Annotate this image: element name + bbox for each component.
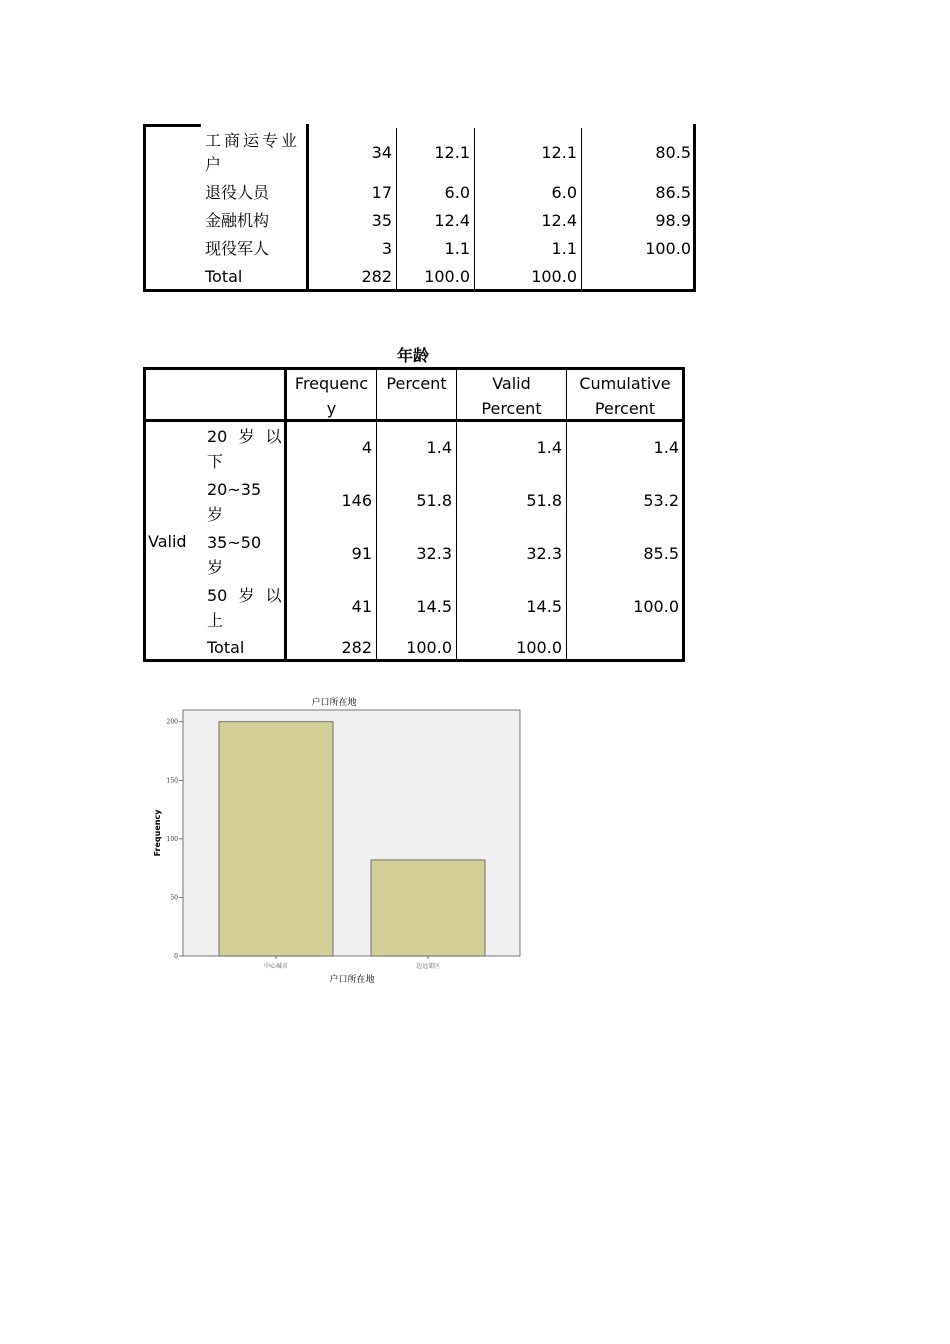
- x-axis-label: 户口所在地: [329, 975, 375, 985]
- table1-right-border: [693, 124, 696, 292]
- cumulative-percent-cell: 86.5: [655, 183, 691, 202]
- valid-percent-cell: 1.4: [536, 438, 562, 457]
- row-label: 50 岁 以: [207, 586, 282, 605]
- x-tick-label: 边远郊区: [415, 963, 441, 970]
- row-label: 工商运专业: [205, 131, 301, 150]
- cumulative-percent-cell: 85.5: [643, 544, 679, 563]
- table2-top-border: [143, 367, 685, 370]
- valid-percent-cell: 6.0: [551, 183, 577, 202]
- percent-cell: 14.5: [416, 597, 452, 616]
- y-tick-label: 50: [170, 894, 178, 902]
- percent-cell: 12.1: [434, 143, 470, 162]
- percent-cell: 1.4: [426, 438, 452, 457]
- frequency-cell: 4: [361, 438, 372, 457]
- frequency-cell: 35: [371, 211, 392, 230]
- percent-cell: 6.0: [444, 183, 470, 202]
- cumulative-percent-cell: 100.0: [633, 597, 679, 616]
- frequency-cell: 3: [381, 239, 392, 258]
- valid-percent-cell: 32.3: [526, 544, 562, 563]
- row-label: 20 岁 以: [207, 427, 282, 446]
- cumulative-percent-cell: 98.9: [655, 211, 691, 230]
- column-header-valid-percent: Percent: [481, 399, 542, 418]
- percent-cell: 1.1: [444, 239, 470, 258]
- valid-percent-cell: 51.8: [526, 491, 562, 510]
- row-label: 金融机构: [205, 211, 270, 230]
- frequency-cell: 17: [371, 183, 392, 202]
- y-tick-label: 0: [174, 953, 178, 960]
- table1-label-divider: [306, 124, 309, 292]
- row-label: Total: [207, 638, 245, 657]
- column-header-cumulative-percent: Percent: [594, 399, 656, 418]
- row-label: 退役人员: [205, 183, 270, 202]
- percent-cell: 12.4: [434, 211, 470, 230]
- percent-cell: 100.0: [406, 638, 452, 657]
- chart-title: 户口所在地: [311, 698, 357, 708]
- y-tick-label: 200: [166, 718, 178, 726]
- percent-cell: 100.0: [424, 267, 470, 286]
- household-location-bar-chart: [140, 690, 540, 990]
- cumulative-percent-cell: 100.0: [645, 239, 691, 258]
- table1-top-stub: [143, 124, 201, 127]
- column-header-percent: Percent: [386, 374, 447, 393]
- row-label: 岁: [207, 505, 224, 524]
- cumulative-percent-cell: 80.5: [655, 143, 691, 162]
- valid-percent-cell: 12.1: [541, 143, 577, 162]
- row-label: 户: [205, 155, 222, 174]
- percent-cell: 51.8: [416, 491, 452, 510]
- frequency-cell: 41: [351, 597, 372, 616]
- x-axis: [264, 956, 440, 970]
- frequency-cell: 146: [341, 491, 372, 510]
- y-axis: [167, 719, 183, 960]
- y-tick-label: 150: [166, 777, 178, 785]
- row-label: 岁: [207, 558, 224, 577]
- y-tick-label: 100: [166, 835, 178, 843]
- valid-percent-cell: 14.5: [526, 597, 562, 616]
- row-label: 下: [207, 452, 224, 471]
- row-label: 35~50: [207, 533, 262, 552]
- valid-percent-cell: 1.1: [551, 239, 577, 258]
- bar: [371, 860, 485, 956]
- frequency-cell: 282: [361, 267, 392, 286]
- valid-percent-cell: 12.4: [541, 211, 577, 230]
- y-axis-label: Frequency: [153, 809, 162, 857]
- cumulative-percent-cell: 53.2: [643, 491, 679, 510]
- row-label: 上: [207, 611, 224, 630]
- row-label: 20~35: [207, 480, 262, 499]
- valid-percent-cell: 100.0: [516, 638, 562, 657]
- cumulative-percent-cell: 1.4: [653, 438, 679, 457]
- frequency-cell: 34: [371, 143, 392, 162]
- row-label: 现役军人: [205, 239, 270, 258]
- column-header-frequency: y: [326, 399, 337, 418]
- frequency-cell: 91: [351, 544, 372, 563]
- column-header-valid-percent: Valid: [492, 374, 531, 393]
- x-tick-label: 中心城市: [263, 963, 289, 970]
- table1-left-border: [143, 124, 146, 292]
- frequency-cell: 282: [341, 638, 372, 657]
- column-header-cumulative-percent: Cumulative: [579, 374, 671, 393]
- row-label: Total: [205, 267, 243, 286]
- percent-cell: 32.3: [416, 544, 452, 563]
- table-title: 年龄: [396, 346, 429, 365]
- valid-percent-cell: 100.0: [531, 267, 577, 286]
- bar: [219, 722, 333, 956]
- group-label-valid: Valid: [148, 532, 187, 551]
- table1-bottom-border: [143, 289, 696, 292]
- column-header-frequency: Frequenc: [294, 374, 369, 393]
